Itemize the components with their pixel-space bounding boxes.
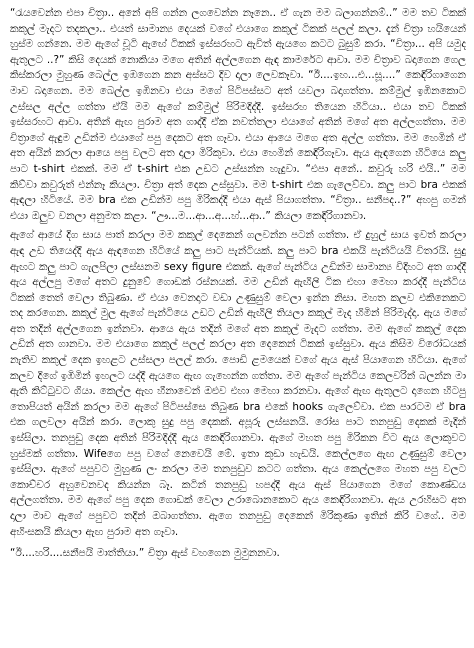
closing-line: “ඊ....හරි....සනීපයි මාත්තියා.” චිත්‍රා ඇස් වහගෙන මුමුනනවා. [10,547,280,560]
story-paragraph-2: ඇගේ ආයේ දිග සාය පාත් කරලා මම කකුල් දෙකෙන් ගලවන්න පටන් ගත්තා. ඒ දුහුල් සාය ඉවත් කරලා ඇඳ උඩ තියෙද්දී ඇය ඇඳගෙන හිටියේ කලු පාට පැන්ටියක්. කලු පාට bra එකයි පැන්ටියයි විතරයි. සුදු ඇඟට කලු පාට ගැලපිලා ලස්සනම sexy figure එකක්. ඇගේ පැන්ටිය උඩින්ම සාමාන්‍ය විදිහට අත ගාද්දී ඇය අල්ලපු මගේ අතට දුනුවේ ගොඩක් රස්නයක්. මම උඩින් ඇඟිලි ටික එහා මෙහා කරද්දී පැන්ටිය ටිකක් තෙත් වෙලා තිබුණා. ඒ එයා වෙනදාට වඩා උණුසුම් වෙලා ඉන්න නිසා. මහත කලව එකිනෙකට තද කරගෙන. කකුල් මුල ඇගේ පැන්ටියෙ උඩට උඩින් ඇඟිලි තියලා කකුල් මැද හිමින් පිරිමැද්දා. ඇය මගේ අත තදින් අල්ලගෙන ඉන්නවා. ආයෙ ඇය තදින් මගේ අත කකුල් මැදට ගත්තා. මම ඇගේ කකුල් දෙක උඩින් අත ගානවා. මම එයාගෙ කකුල් පලල් කරලා අත දෙකෙන් ටිකක් ඉස්සුවා. ඇය කිසිම විරෝධයක් නැතිව කකුල් දෙක ඉහළට උස්සලා පලල් කරා. පොඩි ළමයෙක් වගේ ඇය ඇස් පියාගෙන හිටියා. ඇගේ කලව දිගේ ඉඹිමින් ඉහලට යද්දී ඇයගෙ ඇඟ ගැහෙන්න ගත්තා. මම ඇගේ පැන්ටිය කෙලවරින් බලන්න මා ඇති කිට්ටුවට ගියා. කෙල්ල ඇඟ හීනාවෙන් ඔළුව එහා මෙහා කරනවා. ඇගේ ඇඟ ඇතුලට දාගෙන හිටපු තොපියත් අයින් කරලා මම ඇගේ පිටිපස්සෙ තිබුණ bra එකේ hooks ගැලෙව්වා. එක පාරටම ඒ bra එක ගලවලා අයින් කරා. ලොකු සුදු පපු දෙකක්. අපූරු ලස්සනයි. රෝස පාට තනපුඩු දෙකක් මැදින් ඉස්සිලා. තනපුඩු දෙක අතින් පිරිමදිද්දී ඇය කෙඳිරිගානවා. ඇගේ මහත පපු මිරිකන විට ඇය ලොකුවට හුස්මක් ගත්තා. Wifeගෙ පපු වගේ නෙවෙයි මේ. ඉතා කුඩා හැඩයි. කෙල්ලගෙ ඇඟ උණුසුම් වෙලා ඉස්සිලා. ඇගේ පපුවට මුහුණ ලං කරලා මම තනපුඩුව කටට ගත්තා. ඇය කෙල්ලගෙ මහත පපු වලට කොච්චර අහුවෙනවද කියන්න බෑ. කටින් තනපුඩු හපද්දී ඇය ඇස් පියාගෙන මගේ කොණ්ඩය අල්ලගත්තා. මම ඇගේ පපු දෙක ගොඩක් වෙලා උරාබොනකොට ඇය කෙඳිරිගානවා. ඇය උරහිසට අත දාලා මාව ඇගේ පපුවට තදින් ඔබාගත්තා. ඇගෙ තනපුඩු දෙකෙන් මිරිකුණා ඉතින් කිරි වගේ.. මම අහිංසකයි කියලා ඇඟ පුරාම අත ගෑවා. [10,229,466,538]
story-paragraph-1: “රැයවෙන්න එපා චිත්‍රා.. අනේ අපි ගන්න ලගවෙන්න නෑනෙ.. ඒ ගැන මම බලාගන්නම්..” මම තව ටිකක් කකුල් මැදට තදකලා.. එයත් සාමාන්‍ය දෙයක් වගේ එයාගෙ කකුල් ටිකක් පලල් කලා. දැන් චිත්‍රා හයියෙන් හුස්ම ගන්නෙ. මම ඇගේ චූටි ඇඟේ ටිකක් ඉස්සරහට ඇවිත් ඇයගෙ කටට බුසුම් කරා. “චිත්‍රා... අපි යමුද ඇතුලට ..?” කිසි දෙයක් නොකියා මගෙ අතින් අල්ලගෙන ඇඳ කාමරේට ආවා. මම චිත්‍රාව බදාගෙන ගෙල කිස්කරලා මුහුණ බෙල්ල ඉඹගෙන කන අස්සට දිව දාලා ලෙවකෑවා. “ඊ....ඉහ...එ...සූ....” කෙඳිරිගාගෙන මාව බදාගෙන. මම බෙල්ල ඉඹිනවා එයා මගේ පිටිපස්සට අත් යවලා බදාගත්තා. කම්මුල් ඉඹිනකොට උස්සල අල්ල ගත්තා ඒයි මම ඇගේ කම්මුල් පිරිමදිද්දී. ඉස්සරහ තියෙන හිටියා.. එයා තව ටිකක් ඉස්සරහට ආවා. අතින් ඇඟ පුරාම අත ගාද්දී ඒක නවත්තලා එයාගේ අතින් මගේ අත අල්ලගත්තා. මම චිත්‍රාගේ ඇඳුම උඩින්ම එයාගේ පපු දෙකට අත ගෑවා. එයා ආයෙ මගෙ අත අල්ල ගත්තා. මම හෙමින් ඒ අත අයින් කරලා ආයෙ පපු වලට අත දාලා මිරිකුවා. එයා හෙමින් කෙඳිරිගෑවා. ඇය ඇඳගෙන හිටියෙ කලු පාට t-shirt එකක්. මම ඒ t-shirt එක උඩට උස්සන්න හැදුවා. “එපා අනේ.. කවුරු හරි එයි..” මම කිව්වා කවුරුත් එන්නෑ කියලා. චිත්‍රා අත් දෙක උස්සුවා. මම t-shirt එක ගැලෙව්වා. කලු පාට bra එකක් ඇඳලා හිටියේ. මම bra එක උඩින්ම පපු මිරිකද්දී එයා ඇස් පියාගත්තා. “චිත්‍රා.. සනීපද..?” අහපු ගමන් එයා ඔලුව වනලා අනුමත කළා. “ඌ...ම...ආ...අ...හ්...ආ..” කියලා කෙඳිරිගානවා. [10,7,466,222]
